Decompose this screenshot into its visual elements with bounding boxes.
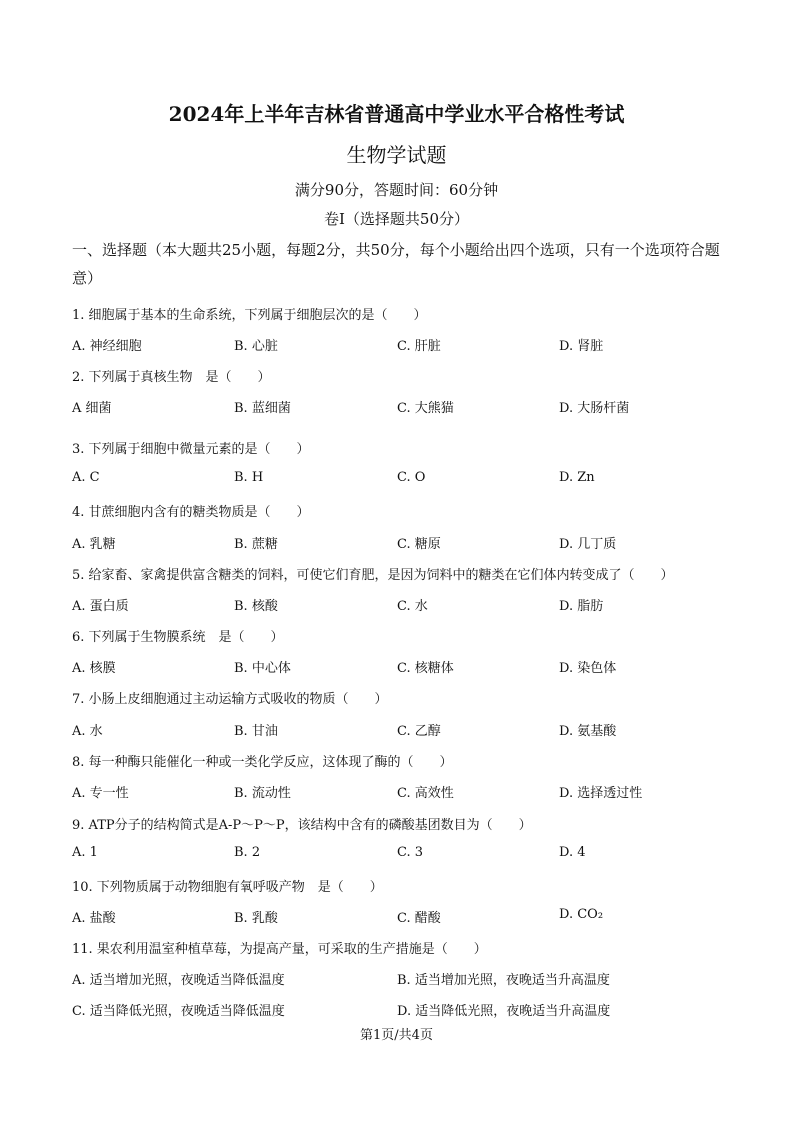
part-title: 卷I（选择题共50分） <box>323 210 469 228</box>
question-options <box>72 595 732 615</box>
option-c: C. 高效性 <box>397 786 454 801</box>
option-b: B. 甘油 <box>234 724 278 739</box>
option-d: D. 4 <box>559 845 586 860</box>
option-d: D. 肾脏 <box>559 339 604 354</box>
option-a: A. 专一性 <box>72 786 129 801</box>
option-c: C. 糖原 <box>397 537 441 552</box>
question-options <box>72 1000 732 1020</box>
option-a: A. 乳糖 <box>72 537 116 552</box>
option-d: D. 氨基酸 <box>559 724 617 739</box>
question-options <box>72 533 732 553</box>
question-stem: 3. 下列属于细胞中微量元素的是（ ） <box>72 442 310 457</box>
exam-title: 2024年上半年吉林省普通高中学业水平合格性考试 <box>168 102 625 126</box>
question-options <box>72 720 732 740</box>
question-stem: 2. 下列属于真核生物 是（ ） <box>72 370 271 385</box>
page-number: 第1页/共4页 <box>360 1028 433 1043</box>
question-options <box>72 397 732 417</box>
option-b: B. 心脏 <box>234 339 278 354</box>
option-d: D. 染色体 <box>559 661 617 676</box>
option-c: C. 大熊猫 <box>397 401 454 416</box>
question-stem: 4. 甘蔗细胞内含有的糖类物质是（ ） <box>72 505 310 520</box>
question-stem: 8. 每一种酶只能催化一种或一类化学反应，这体现了酶的（ ） <box>72 755 453 770</box>
exam-subtitle: 生物学试题 <box>346 143 447 167</box>
option-d: D. Zn <box>559 470 595 485</box>
question-stem: 11. 果农利用温室种植草莓，为提高产量，可采取的生产措施是（ ） <box>72 942 487 957</box>
option-a: A. 水 <box>72 724 103 739</box>
option-d: D. 脂肪 <box>559 599 604 614</box>
option-c: C. O <box>397 470 426 485</box>
option-a: A 细菌 <box>72 401 112 416</box>
option-d: D. CO₂ <box>559 907 604 922</box>
option-b: B. 蔗糖 <box>234 537 278 552</box>
option-d: D. 大肠杆菌 <box>559 401 630 416</box>
option-c: C. 肝脏 <box>397 339 441 354</box>
option-c: C. 3 <box>397 845 424 860</box>
option-a: A. 1 <box>72 845 98 860</box>
question-stem: 7. 小肠上皮细胞通过主动运输方式吸收的物质（ ） <box>72 692 388 707</box>
section-instructions: 一、选择题（本大题共25小题，每题2分，共50分，每个小题给出四个选项，只有一个选项符合题意） <box>72 241 720 287</box>
option-a: A. 盐酸 <box>72 911 116 926</box>
option-d: D. 几丁质 <box>559 537 617 552</box>
question-options <box>72 470 732 490</box>
question-stem: 6. 下列属于生物膜系统 是（ ） <box>72 630 284 645</box>
option-a: A. 蛋白质 <box>72 599 129 614</box>
option-a: A. 核膜 <box>72 661 116 676</box>
question-options <box>72 657 732 677</box>
option-d: D. 选择透过性 <box>559 786 643 801</box>
exam-info: 满分90分，答题时间：60分钟 <box>294 181 499 199</box>
option-b: B. 2 <box>234 845 261 860</box>
option-a: A. C <box>72 470 100 485</box>
question-options <box>72 782 732 802</box>
option-b: B. 流动性 <box>234 786 291 801</box>
option-c: C. 核糖体 <box>397 661 454 676</box>
question-options <box>72 335 732 355</box>
option-b: B. 乳酸 <box>234 911 278 926</box>
option-d: D. 适当降低光照，夜晚适当升高温度 <box>397 1004 611 1019</box>
question-options <box>72 969 732 989</box>
option-b: B. 适当增加光照，夜晚适当升高温度 <box>397 973 610 988</box>
option-c: C. 醋酸 <box>397 911 441 926</box>
option-b: B. 蓝细菌 <box>234 401 291 416</box>
question-options <box>72 845 732 865</box>
option-c: C. 水 <box>397 599 428 614</box>
question-stem: 1. 细胞属于基本的生命系统，下列属于细胞层次的是（ ） <box>72 308 427 323</box>
option-a: A. 神经细胞 <box>72 339 142 354</box>
question-stem: 10. 下列物质属于动物细胞有氧呼吸产物 是（ ） <box>72 880 383 895</box>
question-options <box>72 907 732 927</box>
option-c: C. 乙醇 <box>397 724 441 739</box>
option-b: B. 中心体 <box>234 661 291 676</box>
question-stem: 5. 给家畜、家禽提供富含糖类的饲料，可使它们育肥，是因为饲料中的糖类在它们体内转变成了（ ） <box>72 568 674 583</box>
question-stem: 9. ATP分子的结构简式是A-P～P～P，该结构中含有的磷酸基团数目为（ ） <box>72 818 532 833</box>
option-c: C. 适当降低光照，夜晚适当降低温度 <box>72 1004 285 1019</box>
option-b: B. H <box>234 470 264 485</box>
option-b: B. 核酸 <box>234 599 278 614</box>
option-a: A. 适当增加光照，夜晚适当降低温度 <box>72 973 285 988</box>
